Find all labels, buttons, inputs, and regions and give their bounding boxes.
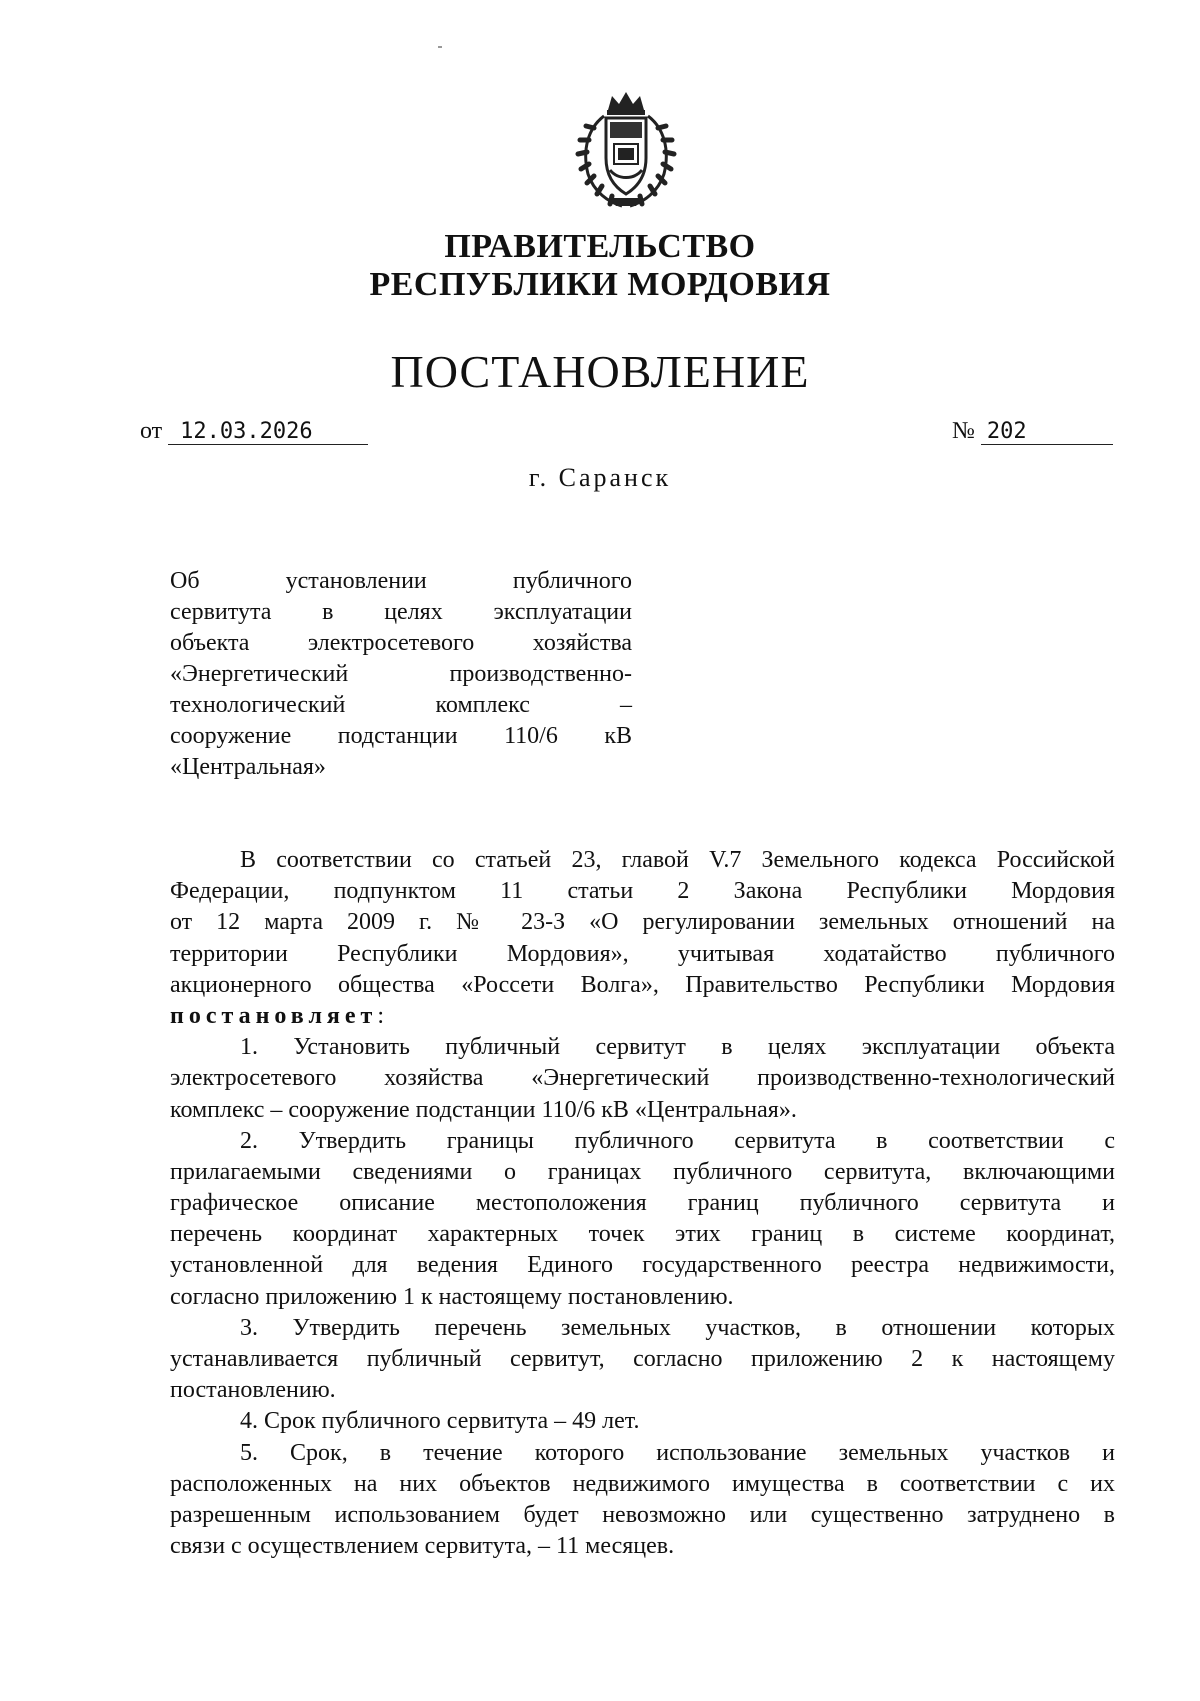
government-name-line1: ПРАВИТЕЛЬСТВО — [444, 228, 756, 265]
item-1-line: электросетевого хозяйства «Энергетический производственно-технологический — [170, 1065, 1115, 1092]
preamble-line: территории Республики Мордовия», учитывая ходатайство публичного — [170, 940, 1115, 967]
item-3-line: постановлению. — [170, 1377, 336, 1404]
item-2-line: перечень координат характерных точек этих границ в системе координат, — [170, 1221, 1115, 1248]
item-5-line: связи с осуществлением сервитута, – 11 месяцев. — [170, 1533, 675, 1560]
government-name-line2: РЕСПУБЛИКИ МОРДОВИЯ — [369, 266, 831, 303]
subject-line: «Энергетический производственно- — [170, 661, 632, 687]
document-type: ПОСТАНОВЛЕНИЕ — [390, 346, 810, 397]
item-2-line: согласно приложению 1 к настоящему постановлению. — [170, 1283, 734, 1310]
number-field — [952, 416, 1113, 446]
preamble-line: акционерного общества «Россети Волга», Правительство Республики Мордовия — [170, 971, 1115, 998]
document-body — [170, 845, 1115, 1562]
item-4-line: 4. Срок публичного сервитута – 49 лет. — [240, 1408, 640, 1435]
date-field — [140, 416, 368, 446]
item-5-line: расположенных на них объектов недвижимого имущества в соответствии с их — [170, 1470, 1115, 1497]
decree-line — [170, 1001, 1115, 1032]
decree-word: постановляет — [170, 1002, 378, 1029]
subject-line: сооружение подстанции 110/6 кВ — [170, 723, 632, 749]
item-2-line: прилагаемыми сведениями о границах публичного сервитута, включающими — [170, 1158, 1115, 1185]
item-5-line: разрешенным использованием будет невозможно или существенно затруднено в — [170, 1501, 1115, 1528]
subject-line: Об установлении публичного — [170, 568, 632, 594]
item-2-line: 2. Утвердить границы публичного сервитута в соответствии с — [240, 1127, 1115, 1154]
item-3-line: 3. Утвердить перечень земельных участков, в отношении которых — [240, 1314, 1115, 1341]
subject-line: объекта электросетевого хозяйства — [170, 630, 632, 656]
item-2-line: установленной для ведения Единого государственного реестра недвижимости, — [170, 1252, 1115, 1279]
item-5-line: 5. Срок, в течение которого использование земельных участков и — [240, 1439, 1115, 1466]
preamble-line: от 12 марта 2009 г. № 23-З «О регулировании земельных отношений на — [170, 909, 1115, 936]
subject-line: «Центральная» — [170, 754, 326, 780]
number-prefix: № — [952, 418, 975, 444]
item-3-line: устанавливается публичный сервитут, согласно приложению 2 к настоящему — [170, 1346, 1115, 1372]
scan-mark — [438, 46, 442, 48]
item-2-line: графическое описание местоположения границ публичного сервитута и — [170, 1190, 1115, 1217]
document-subject — [170, 566, 632, 783]
item-1-line: 1. Установить публичный сервитут в целях эксплуатации объекта — [240, 1034, 1115, 1061]
subject-line: технологический комплекс – — [170, 692, 632, 718]
item-1-line: комплекс – сооружение подстанции 110/6 кВ «Центральная». — [170, 1096, 797, 1123]
decree-colon: : — [377, 1002, 384, 1029]
number-value: 202 — [981, 420, 1113, 445]
subject-line: сервитута в целях эксплуатации — [170, 599, 632, 625]
date-value: 12.03.2026 — [168, 420, 368, 445]
preamble-line: В соответствии со статьей 23, главой V.7 Земельного кодекса Российской — [240, 847, 1115, 873]
coat-of-arms-of-mordovia-icon — [574, 88, 678, 212]
preamble-line: Федерации, подпунктом 11 статьи 2 Закона Республики Мордовия — [170, 878, 1115, 905]
date-prefix: от — [140, 418, 163, 444]
city-name: г. Саранск — [528, 463, 672, 492]
